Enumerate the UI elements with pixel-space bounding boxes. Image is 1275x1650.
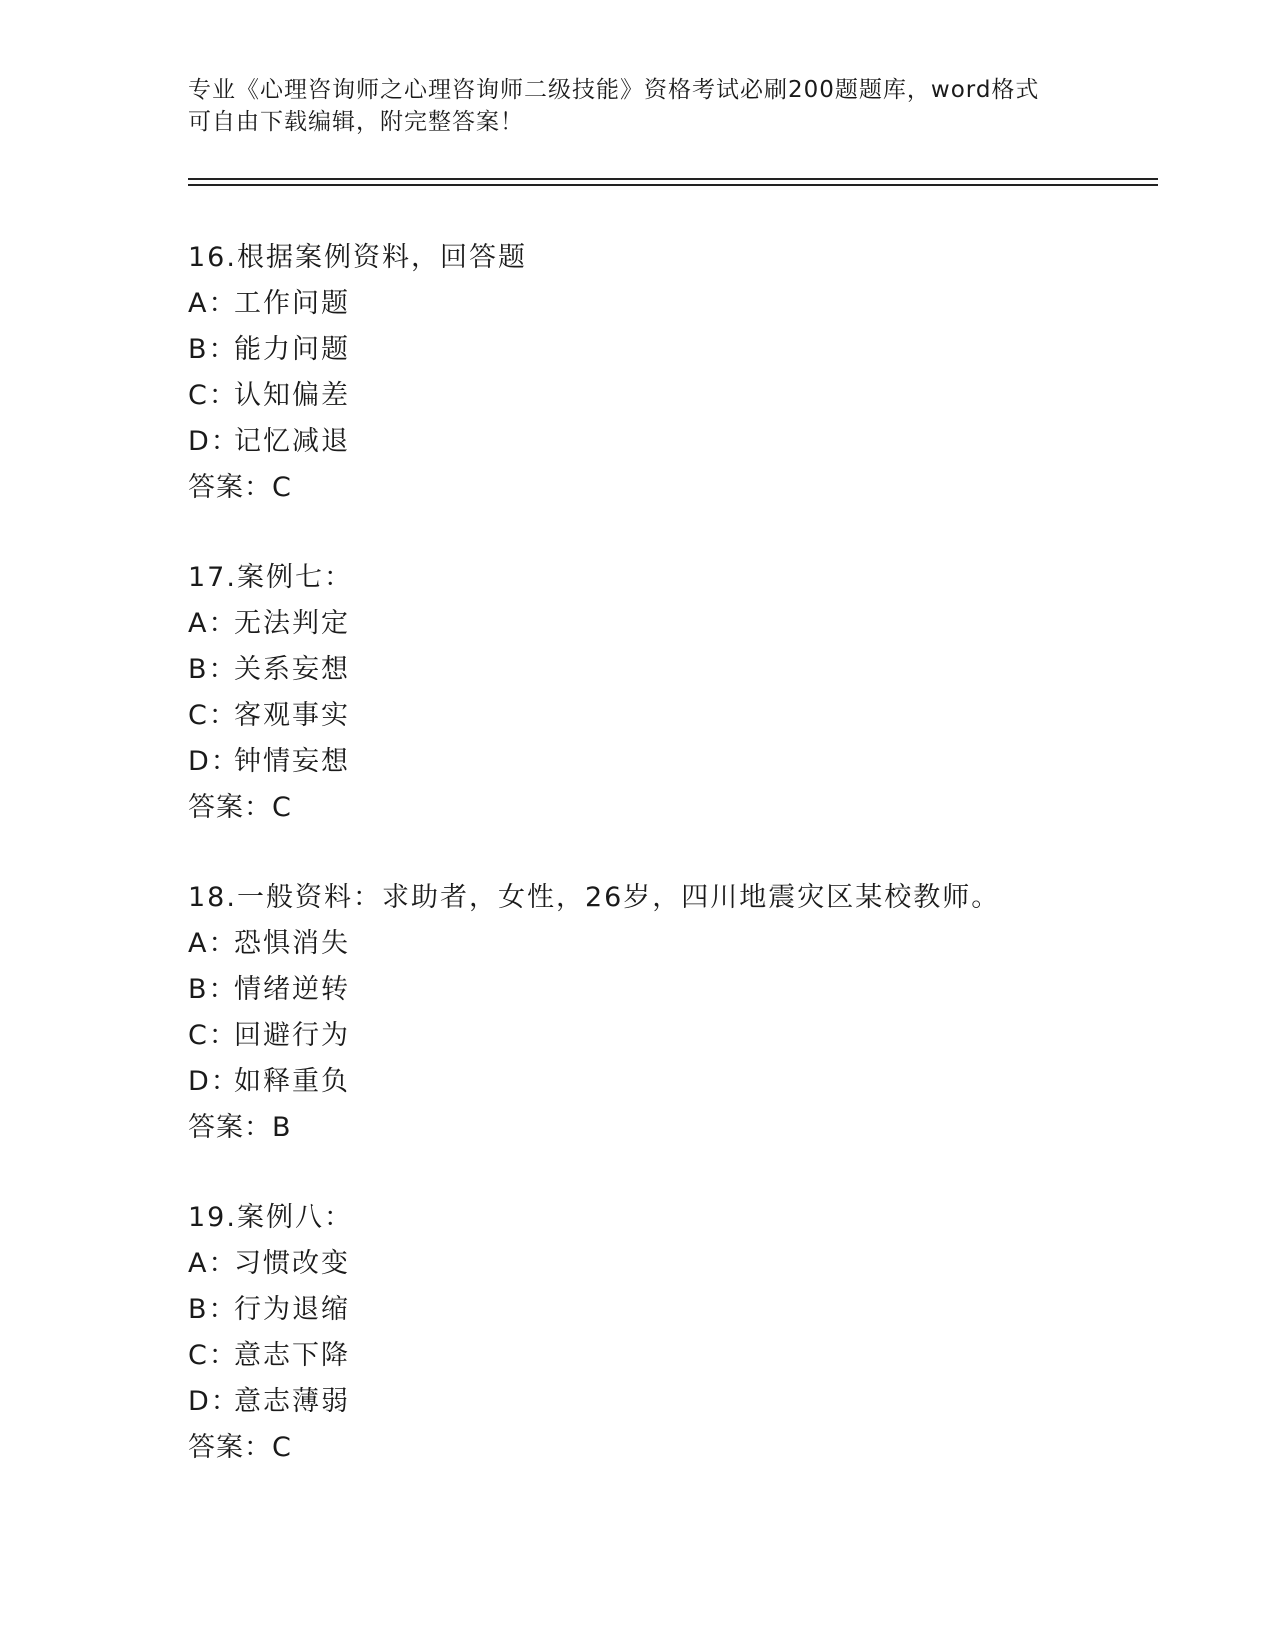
option-text: 回避行为 — [234, 1020, 350, 1051]
header-divider-top — [188, 178, 1158, 180]
option-c — [188, 373, 1188, 419]
option-letter: D： — [188, 426, 240, 457]
option-text: 情绪逆转 — [234, 974, 350, 1005]
answer-line: 答案：C — [188, 792, 292, 823]
option-letter: B： — [188, 1294, 238, 1325]
option-b — [188, 1287, 1188, 1333]
option-letter: A： — [188, 928, 238, 959]
question-stem: 16.根据案例资料，回答题 — [188, 242, 527, 273]
option-text: 意志薄弱 — [234, 1386, 350, 1417]
question-18 — [188, 875, 1188, 1151]
option-letter: D： — [188, 746, 240, 777]
option-text: 行为退缩 — [234, 1294, 350, 1325]
option-c — [188, 1333, 1188, 1379]
header-divider-bottom — [188, 184, 1158, 186]
option-text: 无法判定 — [234, 608, 350, 639]
option-c — [188, 693, 1188, 739]
option-b — [188, 647, 1188, 693]
option-letter: A： — [188, 608, 238, 639]
option-text: 钟情妄想 — [234, 746, 350, 777]
option-text: 认知偏差 — [234, 380, 350, 411]
option-a — [188, 281, 1188, 327]
answer-line: 答案：C — [188, 1432, 292, 1463]
option-text: 工作问题 — [234, 288, 350, 319]
question-stem: 19.案例八： — [188, 1202, 353, 1233]
option-text: 习惯改变 — [234, 1248, 350, 1279]
option-letter: C： — [188, 380, 238, 411]
question-19 — [188, 1195, 1188, 1471]
option-c — [188, 1013, 1188, 1059]
header-line-1: 专业《心理咨询师之心理咨询师二级技能》资格考试必刷200题题库，word格式 — [188, 77, 1040, 103]
option-d — [188, 419, 1188, 465]
option-text: 能力问题 — [234, 334, 350, 365]
option-text: 客观事实 — [234, 700, 350, 731]
question-stem: 17.案例七： — [188, 562, 353, 593]
question-17 — [188, 555, 1188, 831]
option-text: 恐惧消失 — [234, 928, 350, 959]
option-a — [188, 1241, 1188, 1287]
option-letter: B： — [188, 654, 238, 685]
option-text: 关系妄想 — [234, 654, 350, 685]
header-line-2: 可自由下载编辑，附完整答案！ — [188, 109, 524, 135]
option-letter: C： — [188, 700, 238, 731]
answer-line: 答案：C — [188, 472, 292, 503]
option-letter: A： — [188, 1248, 238, 1279]
option-b — [188, 967, 1188, 1013]
option-letter: D： — [188, 1386, 240, 1417]
option-letter: D： — [188, 1066, 240, 1097]
option-d — [188, 739, 1188, 785]
option-letter: B： — [188, 974, 238, 1005]
option-d — [188, 1059, 1188, 1105]
question-stem: 18.一般资料：求助者，女性，26岁，四川地震灾区某校教师。 — [188, 882, 1001, 913]
option-b — [188, 327, 1188, 373]
question-16 — [188, 235, 1188, 511]
option-letter: B： — [188, 334, 238, 365]
option-d — [188, 1379, 1188, 1425]
option-letter: C： — [188, 1340, 238, 1371]
option-text: 记忆减退 — [234, 426, 350, 457]
option-text: 意志下降 — [234, 1340, 350, 1371]
option-a — [188, 601, 1188, 647]
option-letter: C： — [188, 1020, 238, 1051]
answer-line: 答案：B — [188, 1112, 292, 1143]
option-a — [188, 921, 1188, 967]
document-header — [188, 74, 1088, 138]
option-text: 如释重负 — [234, 1066, 350, 1097]
option-letter: A： — [188, 288, 238, 319]
